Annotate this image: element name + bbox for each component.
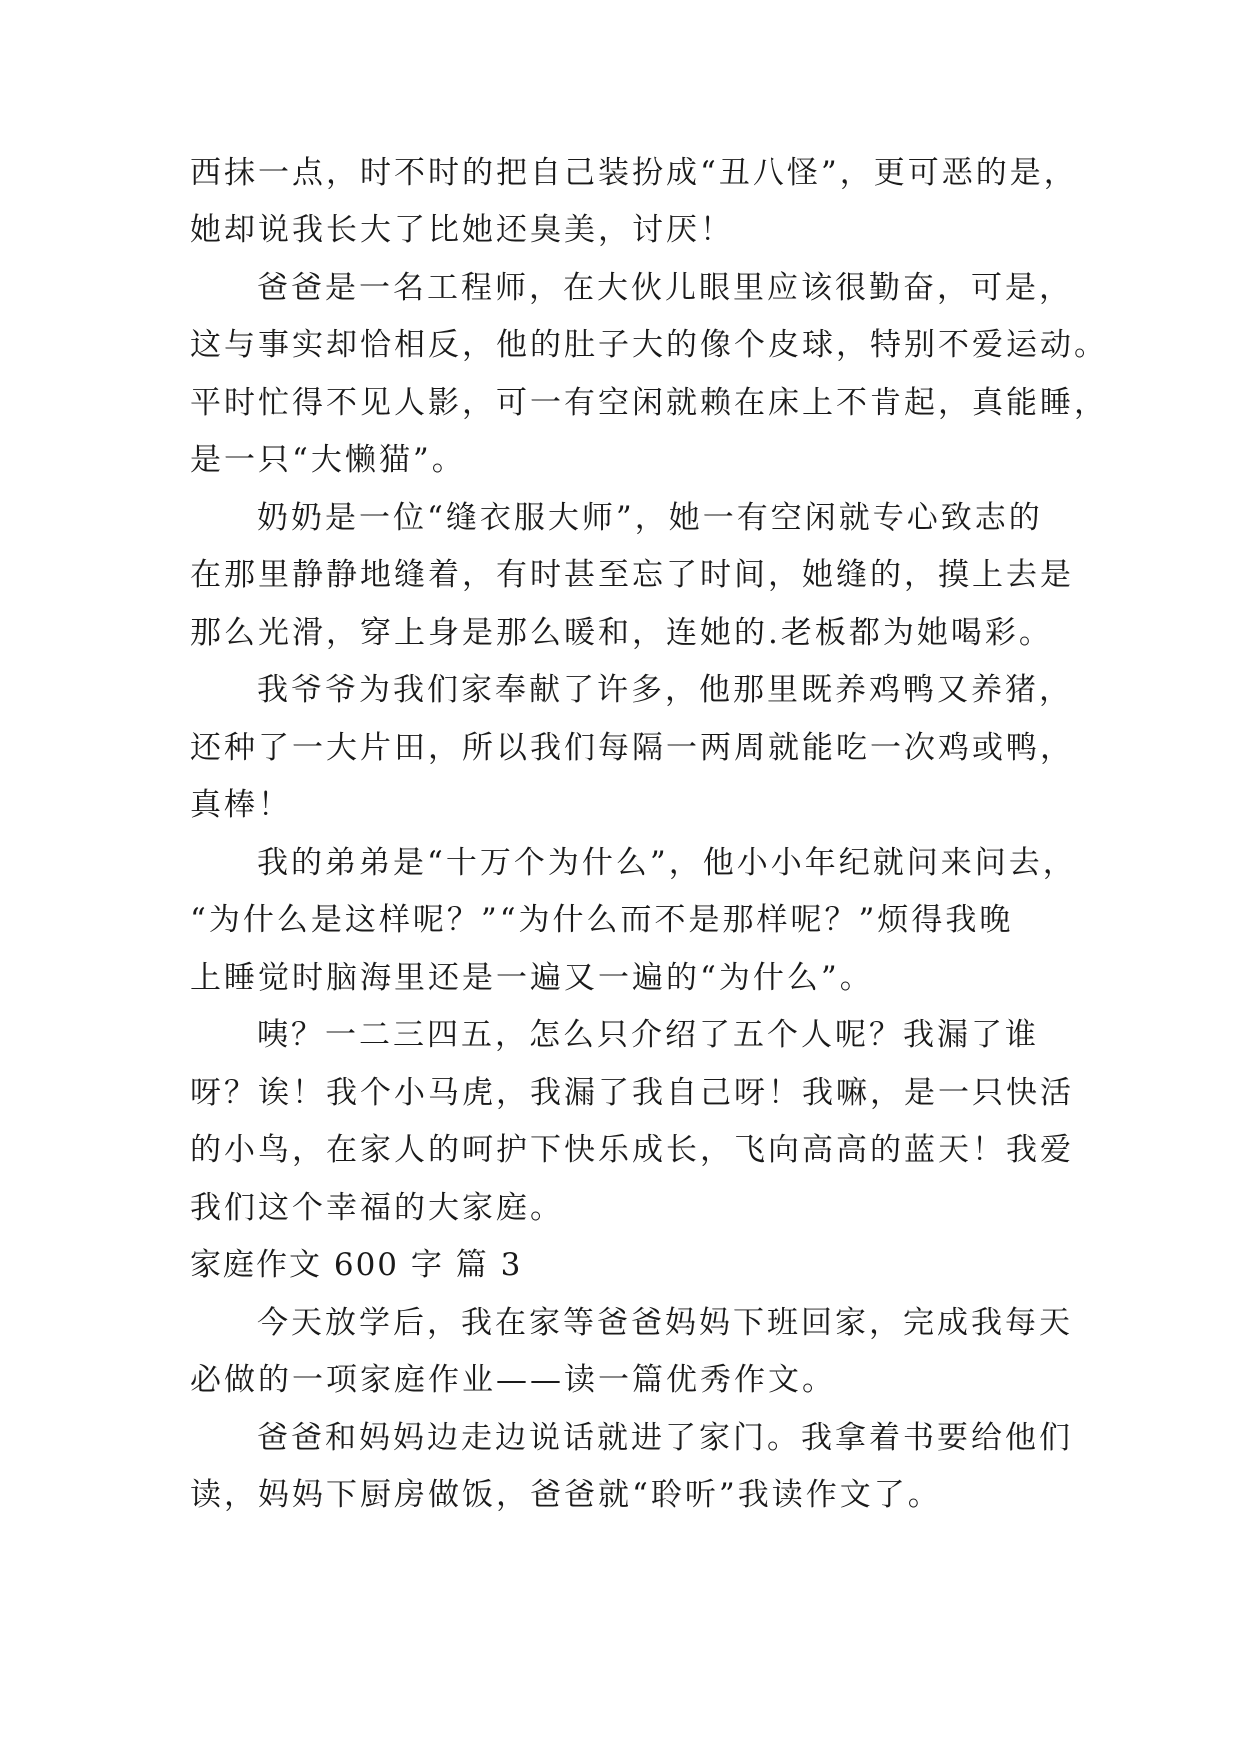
text-line: 在那里静静地缝着，有时甚至忘了时间，她缝的，摸上去是 [190, 557, 1074, 593]
text-line: “为什么是这样呢？”“为什么而不是那样呢？”烦得我晚 [190, 902, 1014, 938]
paragraph-start: 我的弟弟是“十万个为什么”，他小小年纪就问来问去， [257, 845, 1077, 881]
section-heading: 家庭作文 600 字 篇 3 [190, 1247, 523, 1283]
text-line: 还种了一大片田，所以我们每隔一两周就能吃一次鸡或鸭， [190, 730, 1074, 766]
text-line: 西抹一点，时不时的把自己装扮成“丑八怪”，更可恶的是， [190, 155, 1078, 191]
paragraph-start: 我爷爷为我们家奉献了许多，他那里既养鸡鸭又养猪， [257, 672, 1073, 708]
text-line: 是一只“大懒猫”。 [190, 442, 466, 478]
text-line: 这与事实却恰相反，他的肚子大的像个皮球，特别不爱运动。 [190, 327, 1108, 363]
paragraph-start: 咦？一二三四五，怎么只介绍了五个人呢？我漏了谁 [257, 1017, 1039, 1053]
text-line: 她却说我长大了比她还臭美，讨厌！ [190, 212, 734, 248]
paragraph-start: 爸爸和妈妈边走边说话就进了家门。我拿着书要给他们 [257, 1420, 1073, 1456]
text-line: 必做的一项家庭作业——读一篇优秀作文。 [190, 1362, 836, 1398]
paragraph-start: 爸爸是一名工程师，在大伙儿眼里应该很勤奋，可是， [257, 270, 1073, 306]
text-line: 读，妈妈下厨房做饭，爸爸就“聆听”我读作文了。 [190, 1477, 942, 1513]
text-line: 平时忙得不见人影，可一有空闲就赖在床上不肯起，真能睡， [190, 385, 1108, 421]
text-line: 那么光滑，穿上身是那么暖和，连她的.老板都为她喝彩。 [190, 615, 1053, 651]
text-line: 真棒！ [190, 787, 292, 823]
paragraph-start: 奶奶是一位“缝衣服大师”，她一有空闲就专心致志的 [257, 500, 1043, 536]
text-line: 上睡觉时脑海里还是一遍又一遍的“为什么”。 [190, 960, 874, 996]
paragraph-start: 今天放学后，我在家等爸爸妈妈下班回家，完成我每天 [257, 1305, 1073, 1341]
text-line: 我们这个幸福的大家庭。 [190, 1190, 564, 1226]
text-line: 的小鸟，在家人的呵护下快乐成长，飞向高高的蓝天！我爱 [190, 1132, 1074, 1168]
text-line: 呀？诶！我个小马虎，我漏了我自己呀！我嘛，是一只快活 [190, 1075, 1074, 1111]
